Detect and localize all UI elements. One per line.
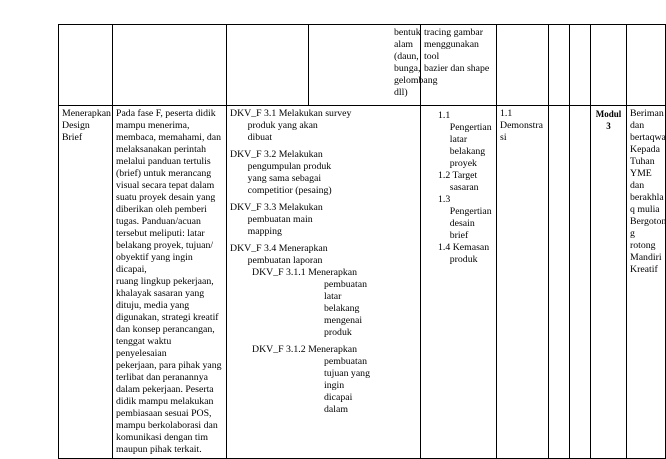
cell-empty bbox=[549, 25, 570, 106]
sub-competency-item: DKV_F 3.1.1 Menerapkan pembuatan latar belakang mengenai produk bbox=[252, 267, 367, 338]
cell-empty bbox=[113, 25, 227, 106]
objective-item: 1.2 Target sasaran bbox=[438, 170, 479, 193]
cell-empty bbox=[227, 25, 309, 106]
cell-empty bbox=[59, 25, 113, 106]
sub-competency-list bbox=[230, 267, 417, 416]
objective-item: 1.1 Pengertian latar belakang proyek bbox=[438, 110, 492, 169]
curriculum-table bbox=[58, 24, 666, 459]
cell-empty bbox=[549, 106, 570, 459]
activity-text: tracing gambar menggunakan tool bazier dan shape bbox=[424, 27, 490, 74]
table-row-top bbox=[59, 25, 666, 106]
material-text: bentuk alam (daun, bunga, gelombang dll) bbox=[394, 27, 438, 98]
cell-module bbox=[591, 106, 627, 459]
cell-empty bbox=[627, 25, 666, 106]
objective-item: 1.3 Pengertian desain brief bbox=[438, 194, 492, 241]
objective-list bbox=[424, 108, 493, 266]
element-text: Menerapkan Design Brief bbox=[62, 108, 111, 143]
cell-method bbox=[497, 106, 549, 459]
cell-profile bbox=[627, 106, 666, 459]
cell-empty bbox=[591, 25, 627, 106]
competency-item: DKV_F 3.1 Melakukan survey produk yang akan dibuat bbox=[230, 108, 352, 143]
sub-competency-item: DKV_F 3.1.2 Menerapkan pembuatan tujuan yang ingin dicapai dalam bbox=[252, 344, 370, 415]
module-text: Modul 3 bbox=[595, 109, 622, 131]
table-row-main bbox=[59, 106, 666, 459]
cell-empty bbox=[497, 25, 549, 106]
cell-empty bbox=[570, 25, 591, 106]
method-text: 1.1 Demonstra si bbox=[500, 108, 543, 143]
objective-item: 1.4 Kemasan produk bbox=[438, 242, 490, 265]
description-text: Pada fase F, peserta didik mampu menerima, membaca, memahami, dan melaksanakan perintah melalui panduan tertulis (brief) untuk merancang visual secara tepat dalam suatu proyek desain yang diberikan oleh pemberi tugas. Panduan/acuan tersebut meliputi: latar belakang proyek, tujuan/ obyektif yang ingin dicapai, ruang lingkup pekerjaan, khalayak sasaran yang dituju, media yang digunakan, strategi kreatif dan konsep perancangan, tenggat waktu penyelesaian pekerjaan, para pihak yang terlibat dan peranannya dalam pekerjaan. Peserta didik mampu melakukan pembiasaan sesuai POS, mampu berkolaborasi dan komunikasi dengan tim maupun pihak terkait. bbox=[116, 108, 222, 455]
competency-item: DKV_F 3.4 Menerapkan pembuatan laporan bbox=[230, 243, 328, 266]
competency-item: DKV_F 3.3 Melakukan pembuatan main mapping bbox=[230, 202, 323, 237]
cell-material-continued bbox=[309, 25, 438, 106]
cell-competencies bbox=[227, 106, 421, 459]
cell-element bbox=[59, 106, 113, 459]
cell-objectives bbox=[421, 106, 497, 459]
competency-item: DKV_F 3.2 Melakukan pengumpulan produk yang sama sebagai competitior (pesaing) bbox=[230, 149, 332, 196]
cell-description bbox=[113, 106, 227, 459]
profile-text: Beriman dan bertaqwa Kepada Tuhan YME dan berakhla q mulia Bergoton g rotong Mandiri Kreatif bbox=[630, 108, 666, 275]
cell-activity-continued bbox=[421, 25, 497, 106]
cell-empty bbox=[570, 106, 591, 459]
